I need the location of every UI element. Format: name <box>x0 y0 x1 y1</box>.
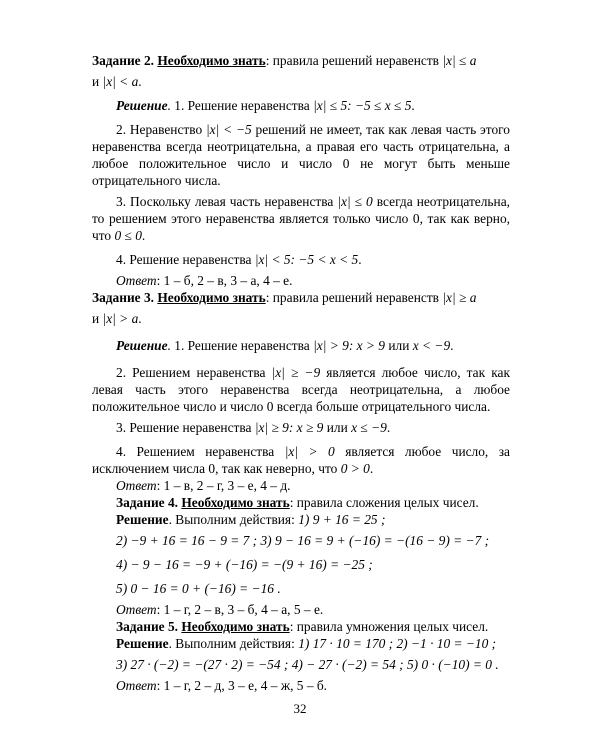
task4-label: Задание 4 <box>116 495 175 510</box>
page-number: 32 <box>293 701 307 716</box>
task4-need-to-know: Необходимо знать <box>181 495 290 510</box>
task5-solution-intro: Решение. Выполним действия: 1) 17 · 10 = 170 ; 2) −1 · 10 = −10 ; <box>116 636 497 651</box>
task2-solution-3: 3. Поскольку левая часть неравенства |x| ≤ 0 всегда неотрицательна, то решением этого неравенства является только число 0, так как верно, что 0 ≤ 0. <box>92 194 510 243</box>
task5-line-2: 3) 27 · (−2) = −(27 · 2) = −54 ; 4) − 27 · (−2) = 54 ; 5) 0 · (−10) = 0 . <box>116 657 499 672</box>
task5-answer: Ответ: 1 – г, 2 – д, 3 – е, 4 – ж, 5 – б. <box>116 678 328 693</box>
task5-need-to-know: Необходимо знать <box>181 619 290 634</box>
task3-answer: Ответ: 1 – в, 2 – г, 3 – е, 4 – д. <box>116 478 291 493</box>
task2-heading: Задание 2. Необходимо знать: правила решений неравенств |x| ≤ a <box>92 53 477 68</box>
task2-label: Задание 2 <box>92 53 151 68</box>
task2-answer: Ответ: 1 – б, 2 – в, 3 – а, 4 – е. <box>116 273 293 288</box>
task4-answer: Ответ: 1 – г, 2 – в, 3 – б, 4 – а, 5 – е. <box>116 602 324 617</box>
task3-solution-4: 4. Решением неравенства |x| > 0 является любое число, за исключением числа 0, так как неверно, что 0 > 0. <box>92 444 511 476</box>
task2-need-to-know: Необходимо знать <box>157 53 266 68</box>
task2-solution-1: Решение. 1. Решение неравенства |x| ≤ 5: −5 ≤ x ≤ 5. <box>116 98 415 113</box>
task3-solution-1: Решение. 1. Решение неравенства |x| > 9: x > 9 или x < −9. <box>116 338 454 353</box>
task2-solution-2: 2. Неравенство |x| < −5 решений не имеет, так как левая часть этого неравенства всегда неотрицательна, а правая его часть отрицательна, а любое положительное число и число 0 не могут быть меньше отрицательного числа. <box>92 122 510 188</box>
task3-need-to-know: Необходимо знать <box>157 290 266 305</box>
task2-solution-4: 4. Решение неравенства |x| < 5: −5 < x < 5. <box>116 252 362 267</box>
task3-heading-cont: и |x| > a. <box>92 311 142 326</box>
task3-solution-2: 2. Решением неравенства |x| ≥ −9 является любое число, так как левая часть этого неравенства всегда неотрицательна, а любое положительное число и число 0 всегда больше отрицательного числа. <box>92 365 510 414</box>
task4-line-3: 4) − 9 − 16 = −9 + (−16) = −(9 + 16) = −25 ; <box>116 557 373 572</box>
task2-heading-cont: и |x| < a. <box>92 74 142 89</box>
task5-label: Задание 5 <box>116 619 175 634</box>
task3-heading: Задание 3. Необходимо знать: правила решений неравенств |x| ≥ a <box>92 290 477 305</box>
task5-heading: Задание 5. Необходимо знать: правила умножения целых чисел. <box>116 619 489 634</box>
task4-line-4: 5) 0 − 16 = 0 + (−16) = −16 . <box>116 581 281 596</box>
task4-heading: Задание 4. Необходимо знать: правила сложения целых чисел. <box>116 495 479 510</box>
task3-solution-3: 3. Решение неравенства |x| ≥ 9: x ≥ 9 или x ≤ −9. <box>116 420 391 435</box>
task3-label: Задание 3 <box>92 290 151 305</box>
task4-solution-intro: Решение. Выполним действия: 1) 9 + 16 = 25 ; <box>116 512 386 527</box>
task4-line-2: 2) −9 + 16 = 16 − 9 = 7 ; 3) 9 − 16 = 9 + (−16) = −(16 − 9) = −7 ; <box>116 533 490 548</box>
